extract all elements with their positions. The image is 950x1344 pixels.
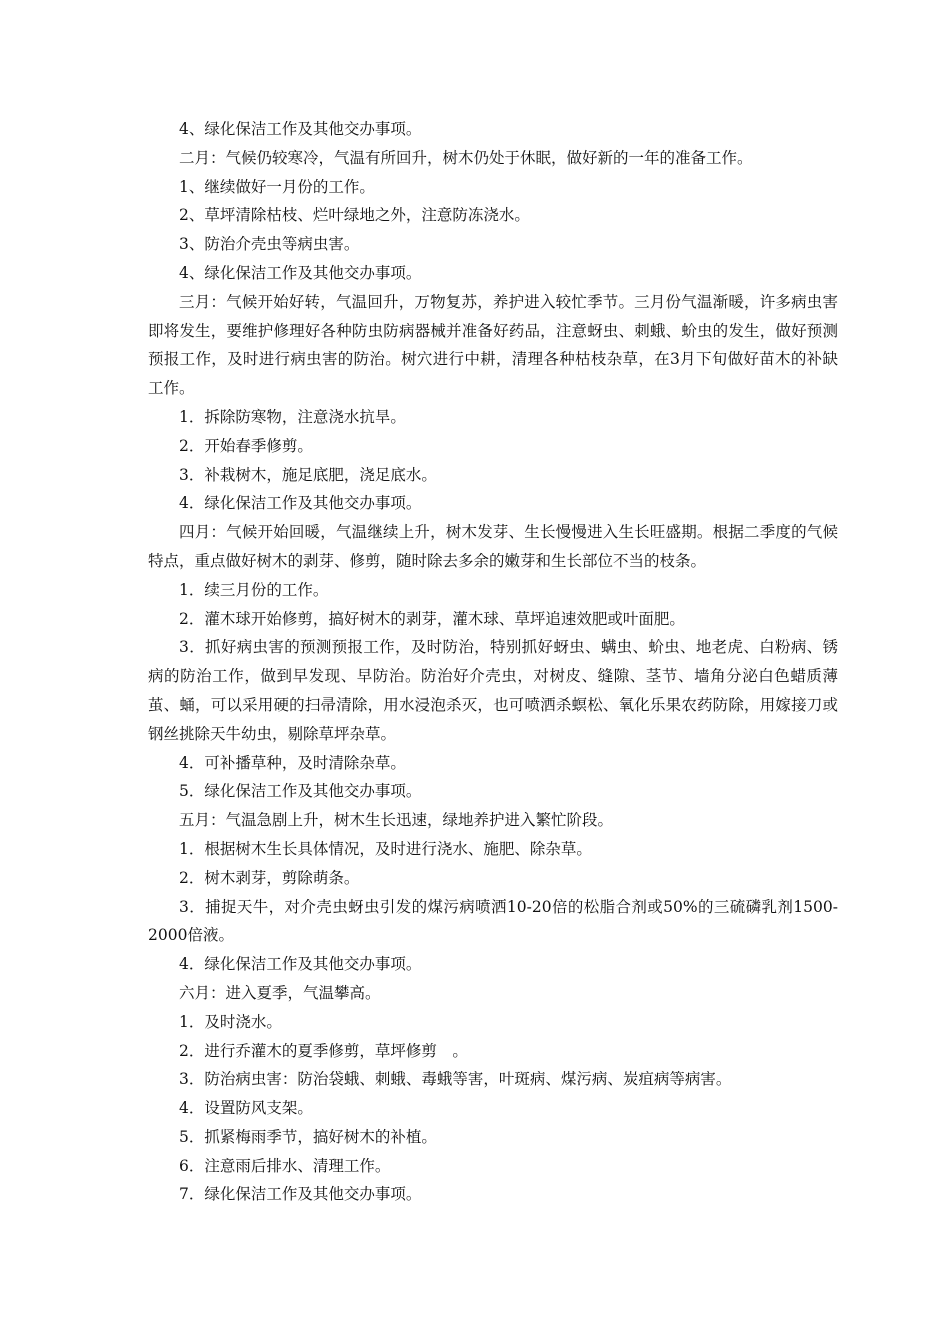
paragraph: 4．可补播草种，及时清除杂草。 <box>179 753 406 772</box>
paragraph: 2．灌木球开始修剪，搞好树木的剥芽，灌木球、草坪追速效肥或叶面肥。 <box>179 609 685 628</box>
paragraph: 2．进行乔灌木的夏季修剪，草坪修剪 。 <box>179 1041 468 1060</box>
paragraph: 7．绿化保洁工作及其他交办事项。 <box>179 1185 422 1204</box>
paragraph: 4、绿化保洁工作及其他交办事项。 <box>179 120 422 138</box>
paragraph: 1、继续做好一月份的工作。 <box>179 177 375 196</box>
paragraph-may-heading: 五月：气温急剧上升，树木生长迅速，绿地养护进入繁忙阶段。 <box>179 811 614 830</box>
paragraph: 4．设置防风支架。 <box>179 1099 313 1118</box>
paragraph: 2．树木剥芽，剪除萌条。 <box>179 868 360 887</box>
paragraph: 3．防治病虫害：防治袋蛾、刺蛾、毒蛾等害，叶斑病、煤污病、炭疽病等病害。 <box>179 1070 732 1089</box>
paragraph: 4．绿化保洁工作及其他交办事项。 <box>179 494 422 513</box>
paragraph: 3．抓好病虫害的预测预报工作，及时防治，特别抓好蚜虫、螨虫、蚧虫、地老虎、白粉病、锈病的防治工作，做到早发现、早防治。防治好介壳虫，对树皮、缝隙、茎节、墙角分泌白色蜡质薄茧、蛹，可以采用硬的扫帚清除，用水浸泡杀灭，也可喷洒杀螟松、氧化乐果农药防除，用嫁接刀或钢丝挑除天牛幼虫，剔除草坪杂草。 <box>148 638 838 743</box>
paragraph: 1．根据树木生长具体情况，及时进行浇水、施肥、除杂草。 <box>179 839 592 858</box>
paragraph: 2．开始春季修剪。 <box>179 436 313 455</box>
paragraph: 4．绿化保洁工作及其他交办事项。 <box>179 955 422 974</box>
paragraph: 1．续三月份的工作。 <box>179 580 329 599</box>
paragraph: 5．绿化保洁工作及其他交办事项。 <box>179 782 422 801</box>
paragraph: 5．抓紧梅雨季节，搞好树木的补植。 <box>179 1127 437 1146</box>
paragraph: 3．补栽树木，施足底肥，浇足底水。 <box>179 465 437 484</box>
paragraph-february-heading: 二月：气候仍较寒冷，气温有所回升，树木仍处于休眠，做好新的一年的准备工作。 <box>179 148 753 167</box>
document-body <box>148 115 838 1209</box>
paragraph: 6．注意雨后排水、清理工作。 <box>179 1156 391 1175</box>
paragraph: 3、防治介壳虫等病虫害。 <box>179 235 360 254</box>
paragraph: 3．捕捉天牛，对介壳虫蚜虫引发的煤污病喷洒10-20倍的松脂合剂或50%的三硫磷乳剂1500-2000倍液。 <box>148 897 838 945</box>
paragraph: 1．及时浇水。 <box>179 1012 282 1031</box>
paragraph-june-heading: 六月：进入夏季，气温攀高。 <box>179 983 381 1002</box>
paragraph: 4、绿化保洁工作及其他交办事项。 <box>179 263 422 282</box>
paragraph: 1．拆除防寒物，注意浇水抗旱。 <box>179 407 406 426</box>
paragraph-march-heading: 三月：气候开始好转，气温回升，万物复苏，养护进入较忙季节。三月份气温渐暖，许多病虫害即将发生，要维护修理好各种防虫防病器械并准备好药品，注意蚜虫、刺蛾、蚧虫的发生，做好预测预报工作，及时进行病虫害的防治。树穴进行中耕，清理各种枯枝杂草，在3月下旬做好苗木的补缺工作。 <box>148 292 838 398</box>
paragraph: 2、草坪清除枯枝、烂叶绿地之外，注意防冻浇水。 <box>179 206 530 225</box>
paragraph-april-heading: 四月：气候开始回暖，气温继续上升，树木发芽、生长慢慢进入生长旺盛期。根据二季度的气候特点，重点做好树木的剥芽、修剪，随时除去多余的嫩芽和生长部位不当的枝条。 <box>148 523 838 570</box>
